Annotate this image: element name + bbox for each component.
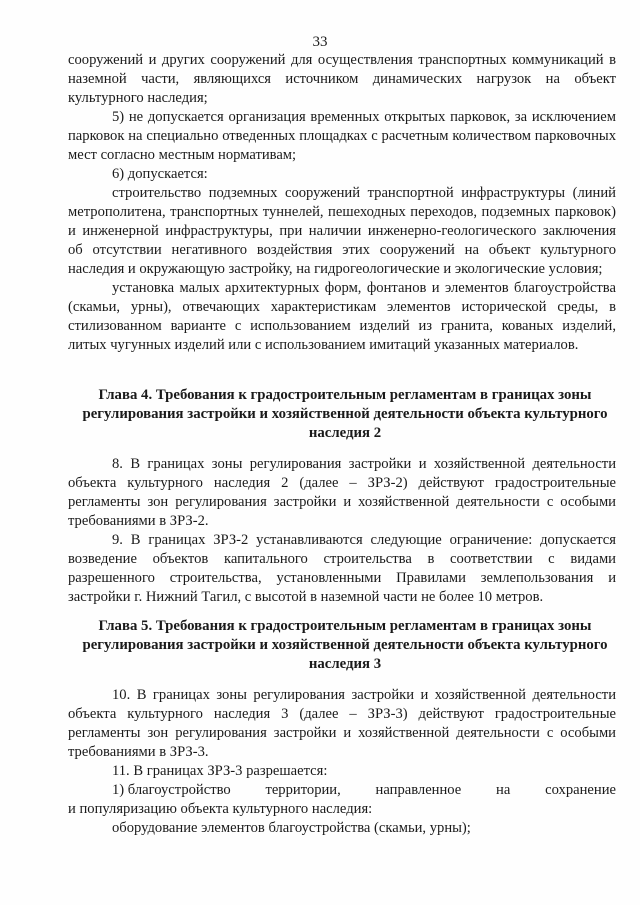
- word: территории,: [265, 782, 341, 798]
- paragraph: оборудование элементов благоустройства (скамьи, урны);: [112, 820, 471, 836]
- paragraph: 6) допускается:: [112, 166, 208, 182]
- paragraph: 8. В границах зоны регулирования застройки и хозяйственной деятельности объекта культурного наследия 2 (далее – ЗРЗ-2) действуют градостроительные регламенты зон регулирования застройки и хозяйственной деятельности с особыми требованиями в ЗРЗ-2.: [68, 456, 616, 529]
- chapter-5-body: [68, 686, 616, 838]
- chapter-4-body: [68, 455, 616, 607]
- page-number: 33: [312, 34, 328, 50]
- word: направленное: [375, 782, 462, 798]
- paragraph: 11. В границах ЗРЗ-3 разрешается:: [112, 763, 328, 779]
- paragraph: 10. В границах зоны регулирования застройки и хозяйственной деятельности объекта культурного наследия 3 (далее – ЗРЗ-3) действуют градостроительные регламенты зон регулирования застройки и хозяйственной деятельности с особыми требованиями в ЗРЗ-3.: [68, 687, 616, 760]
- paragraph: 5) не допускается организация временных открытых парковок, за исключением парковок на специально отведенных площадках с расчетным количеством парковочных мест согласно местным нормативам;: [68, 109, 616, 163]
- paragraph: и популяризацию объекта культурного наследия:: [68, 801, 373, 817]
- list-item-1-first-line: [68, 781, 616, 800]
- section-6-continuation: [68, 51, 616, 355]
- chapter-4-heading: Глава 4. Требования к градостроительным регламентам в границах зоны регулирования застройки и хозяйственной деятельности объекта культурного наследия 2: [82, 387, 608, 441]
- paragraph: установка малых архитектурных форм, фонтанов и элементов благоустройства (скамьи, урны), отвечающих характеристикам элементов исторической среды, в стилизованном варианте с использованием изделий из гранита, кованых изделий, литых чугунных изделий или с использованием имитаций указанных материалов.: [68, 280, 616, 353]
- word: сохранение: [545, 782, 616, 798]
- word: на: [496, 782, 511, 798]
- paragraph: 9. В границах ЗРЗ-2 устанавливаются следующие ограничение: допускается возведение объектов капитального строительства в соответствии с видами разрешенного строительства, установленными Правилами землепользования и застройки г. Нижний Тагил, с высотой в наземной части не более 10 метров.: [68, 532, 616, 605]
- chapter-5-heading: Глава 5. Требования к градостроительным регламентам в границах зоны регулирования застройки и хозяйственной деятельности объекта культурного наследия 3: [82, 618, 608, 672]
- word: 1) благоустройство: [112, 782, 231, 798]
- paragraph: строительство подземных сооружений транспортной инфраструктуры (линий метрополитена, транспортных туннелей, пешеходных переходов, подземных парковок) и инженерной инфраструктуры, при наличии инженерно-геологического заключения об отсутствии негативного воздействия этих сооружений на объект культурного наследия и окружающую застройку, на гидрогеологические и экологические условия;: [68, 185, 616, 277]
- paragraph: сооружений и других сооружений для осуществления транспортных коммуникаций в наземной части, являющихся источником динамических нагрузок на объект культурного наследия;: [68, 52, 616, 106]
